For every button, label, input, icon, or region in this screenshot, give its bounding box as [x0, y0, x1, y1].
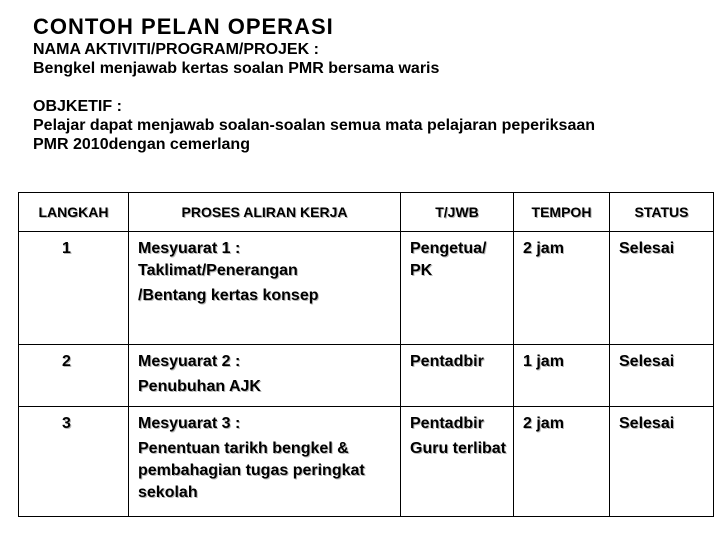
objective-line-2: PMR 2010dengan cemerlang: [33, 136, 250, 153]
operation-plan-table: [18, 192, 714, 517]
proses-line: Mesyuarat 2 :: [138, 353, 241, 370]
cell-tjwb: [401, 407, 514, 517]
header-langkah: LANGKAH: [19, 193, 129, 232]
spacer: [33, 78, 713, 97]
tjwb-line: PK: [410, 262, 433, 279]
table-header-row: [19, 193, 714, 232]
tjwb-line: Pentadbir: [410, 415, 484, 432]
activity-value: Bengkel menjawab kertas soalan PMR bersama waris: [33, 60, 440, 77]
tjwb-line: Guru terlibat: [410, 440, 507, 457]
proses-line: Taklimat/Penerangan: [138, 262, 298, 279]
cell-status: Selesai: [610, 345, 714, 407]
cell-status: Selesai: [610, 232, 714, 345]
cell-proses: [129, 345, 401, 407]
cell-tempoh: 2 jam: [514, 407, 610, 517]
table-row: [19, 345, 714, 407]
header-status: STATUS: [610, 193, 714, 232]
header-tempoh: TEMPOH: [514, 193, 610, 232]
cell-proses: [129, 407, 401, 517]
page-title: CONTOH PELAN OPERASI: [33, 14, 334, 39]
objective-line-1: Pelajar dapat menjawab soalan-soalan semua mata pelajaran peperiksaan: [33, 117, 596, 134]
header-proses: PROSES ALIRAN KERJA: [129, 193, 401, 232]
header-tjwb: T/JWB: [401, 193, 514, 232]
cell-langkah: 2: [19, 345, 129, 407]
cell-langkah: 3: [19, 407, 129, 517]
cell-tempoh: 2 jam: [514, 232, 610, 345]
cell-tjwb: [401, 345, 514, 407]
proses-line: Mesyuarat 3 :: [138, 415, 241, 432]
cell-langkah: 1: [19, 232, 129, 345]
cell-proses: [129, 232, 401, 345]
table-row: [19, 232, 714, 345]
document-header: [33, 14, 713, 154]
cell-tempoh: 1 jam: [514, 345, 610, 407]
tjwb-line: Pengetua/: [410, 240, 487, 257]
cell-tjwb: [401, 232, 514, 345]
proses-line: /Bentang kertas konsep: [138, 287, 319, 304]
proses-line: Penentuan tarikh bengkel & pembahagian tugas peringkat sekolah: [138, 440, 365, 501]
cell-status: Selesai: [610, 407, 714, 517]
activity-label: NAMA AKTIVITI/PROGRAM/PROJEK :: [33, 41, 319, 58]
tjwb-line: Pentadbir: [410, 353, 484, 370]
proses-line: Penubuhan AJK: [138, 378, 261, 395]
proses-line: Mesyuarat 1 :: [138, 240, 241, 257]
table-row: [19, 407, 714, 517]
objective-label: OBJKETIF :: [33, 98, 122, 115]
